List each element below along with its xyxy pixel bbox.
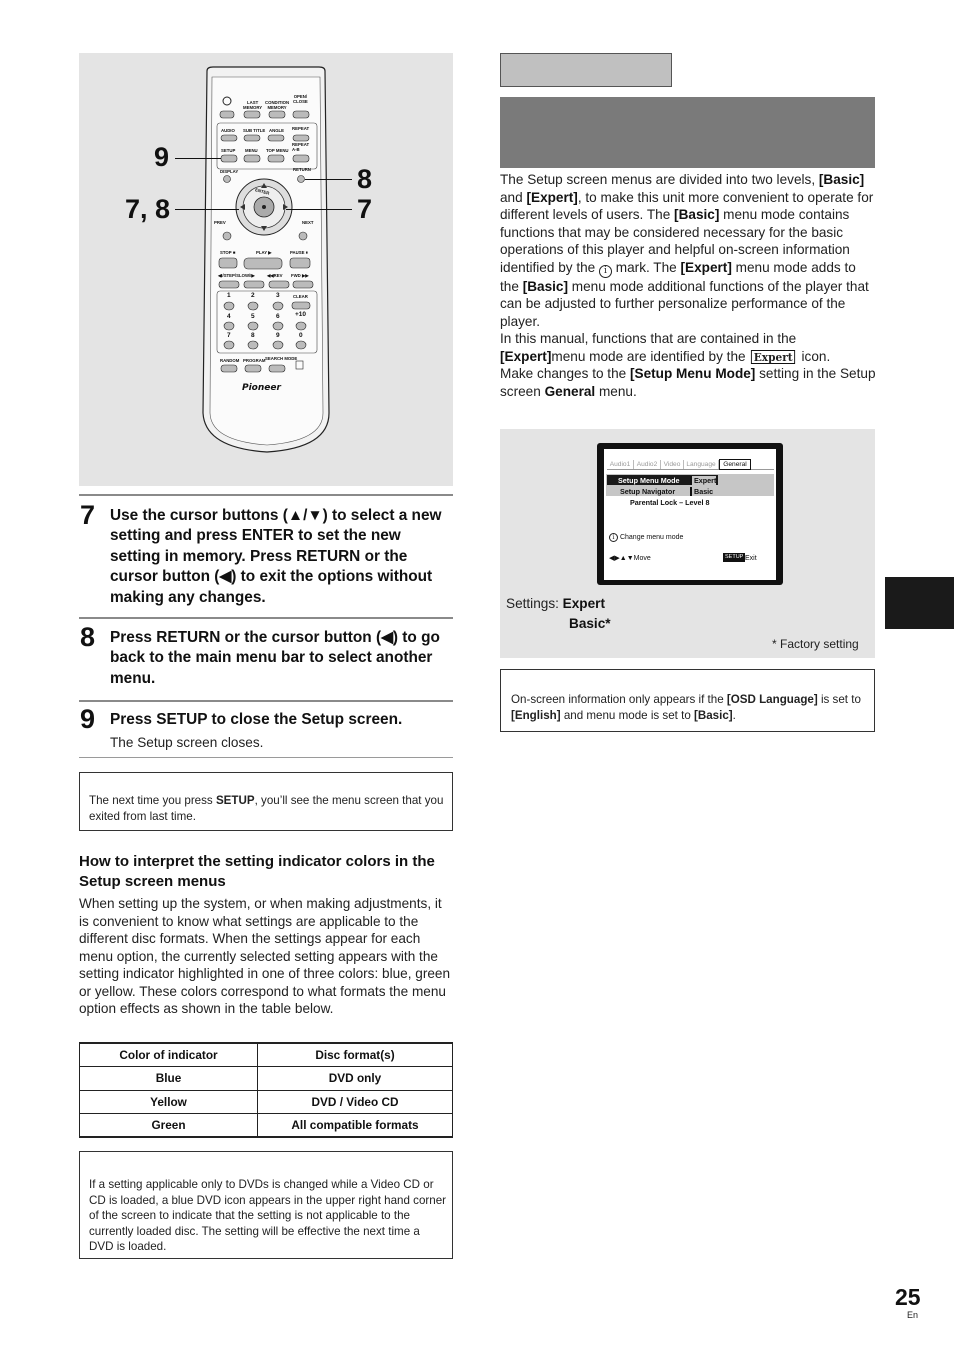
table-row (80, 1090, 453, 1114)
setup-screen (604, 449, 776, 580)
table-header: Color of indicator (80, 1043, 258, 1067)
rev-label: ◀◀REV (267, 273, 283, 278)
pioneer-logo: Pioneer (242, 383, 281, 393)
plus10-label: +10 (295, 311, 307, 318)
callout-line-8 (305, 179, 352, 180)
digit-8: 8 (251, 332, 255, 339)
digit-9: 9 (276, 332, 280, 339)
section-tab (500, 53, 672, 87)
callout-line-7 (286, 209, 352, 210)
title-bar (500, 97, 875, 168)
exit-hint: Exit (745, 555, 757, 562)
top-menu-label: TOP MENU (266, 148, 289, 153)
fwd-label: FWD ▶▶ (291, 273, 309, 278)
next-label: NEXT (302, 220, 314, 225)
step-9-text: Press SETUP to close the Setup screen. (110, 711, 403, 728)
table-cell: All compatible formats (258, 1114, 453, 1138)
divider (79, 757, 453, 758)
audio-label: AUDIO (221, 128, 235, 133)
setup-label: SETUP (221, 148, 236, 153)
digit-6: 6 (276, 313, 280, 320)
program-label: PROGRAM (243, 358, 266, 363)
section-heading-indicator-colors: How to interpret the setting indicator colors in the Setup screen menus (79, 853, 435, 891)
menu-value-expert[interactable]: Expert (690, 476, 716, 485)
digit-1: 1 (227, 292, 231, 299)
condition-memory-label: CONDITION MEMORY (265, 100, 290, 110)
digit-2: 2 (251, 292, 255, 299)
digit-0: 0 (299, 332, 303, 339)
callout-line-9 (175, 158, 221, 159)
open-close-label: OPEN/ CLOSE (293, 94, 308, 104)
tab-general[interactable]: General (719, 459, 751, 470)
play-label: PLAY ▶ (256, 250, 272, 255)
step-8-number: 8 (80, 622, 96, 652)
info-icon: i (609, 533, 618, 542)
menu-label: MENU (245, 148, 258, 153)
settings-basic: Basic* (569, 616, 611, 631)
digit-5: 5 (251, 313, 255, 320)
table-cell: Yellow (80, 1090, 258, 1114)
clear-label: CLEAR (293, 294, 308, 299)
indicator-color-table (79, 1042, 453, 1138)
tab-bar (607, 460, 774, 470)
expert-badge-icon: Expert (751, 350, 795, 364)
callout-line-7-8 (175, 209, 239, 210)
stop-label: STOP ■ (220, 250, 236, 255)
return-label: RETURN (293, 167, 311, 172)
repeat-ab-label: REPEAT A-B (292, 142, 310, 152)
step-slow-label: ◀I/STEP/SLOW/I▶ (218, 273, 255, 278)
menu-mode-intro: The Setup screen menus are divided into two levels, [Basic] and [Expert], to make this unit more convenient to operate for different levels of users. The [Basic] menu mode contains functions that may be considered necessary for the basic operations of this player and helpful on-screen information identified by the i mark. The [Expert] menu mode adds to the [Basic] menu mode additional functions of the player that can be adjusted to further personalize performance of the player. In this manual, functions that are contained in the [Expert]menu mode are identified by the Expert icon. Make changes to the [Setup Menu Mode] setting in the Setup screen General menu. (500, 172, 876, 399)
table-header: Disc format(s) (258, 1043, 453, 1067)
digit-4: 4 (227, 313, 231, 320)
random-label: RANDOM (220, 358, 240, 363)
page-language: En (907, 1310, 919, 1320)
factory-setting-note: * Factory setting (772, 637, 859, 651)
note-osd-text: On-screen information only appears if the [OSD Language] is set to [English] and menu mode is set to [Basic]. (511, 693, 861, 722)
digit-3: 3 (276, 292, 280, 299)
remote-illustration-panel (79, 53, 453, 486)
callout-8: 8 (357, 164, 373, 194)
divider (79, 617, 453, 619)
chapter-side-tab (885, 577, 954, 629)
setup-key-icon: SETUP (725, 554, 744, 560)
info-icon: i (599, 265, 612, 278)
enter-label: ENTER (254, 187, 270, 196)
repeat-label: REPEAT (292, 126, 310, 131)
table-cell: Blue (80, 1067, 258, 1091)
indicator-colors-body: When setting up the system, or when making adjustments, it is convenient to know what settings are applicable to the different disc formats. When the settings appear for each menu option, the currently selected setting appears with the setting indicator highlighted in one of three colors: blue, green or yellow. These colors correspond to what formats the menu option effects as shown in the table below. (79, 896, 451, 1016)
step-7-text: Use the cursor buttons (▲/▼) to select a new setting and press ENTER to set the new setting in memory. Press RETURN or the cursor button (◀) to exit the options without making any changes. (110, 507, 442, 606)
subtitle-label: SUB TITLE (243, 128, 266, 133)
table-row (80, 1067, 453, 1091)
table-cell: DVD / Video CD (258, 1090, 453, 1114)
prev-label: PREV (214, 220, 226, 225)
menu-item-setup-menu-mode[interactable]: Setup Menu Mode (618, 476, 680, 485)
note-dvd-icon-text: If a setting applicable only to DVDs is changed while a Video CD or CD is loaded, a blue DVD icon appears in the upper right hand corner of the screen to indicate that the setting is not applicable to the currently loaded disc. The setting will be effective the next time a DVD is loaded. (89, 1178, 447, 1253)
callout-9: 9 (154, 142, 170, 172)
step-9-number: 9 (80, 704, 96, 734)
digit-7: 7 (227, 332, 231, 339)
divider (79, 494, 453, 496)
table-row (80, 1114, 453, 1138)
table-cell: DVD only (258, 1067, 453, 1091)
last-memory-label: LAST MEMORY (243, 100, 263, 110)
menu-item-setup-navigator[interactable]: Setup Navigator (620, 487, 676, 496)
tab-video[interactable]: Video (661, 460, 684, 469)
step-9-subtext: The Setup screen closes. (110, 735, 264, 750)
menu-item-parental-lock[interactable]: Parental Lock – Level 8 (630, 498, 710, 507)
remote-labels (79, 53, 453, 486)
note-setup-text: The next time you press SETUP, you’ll see the menu screen that you exited from last time. (89, 794, 444, 823)
divider (79, 700, 453, 702)
angle-label: ANGLE (269, 128, 285, 133)
settings-label: Settings: Expert (506, 596, 605, 611)
callout-7-8: 7, 8 (125, 194, 171, 224)
display-label: DISPLAY (220, 169, 239, 174)
search-mode-label: SEARCH MODE (265, 356, 298, 361)
table-cell: Green (80, 1114, 258, 1138)
menu-value-basic[interactable]: Basic (690, 487, 713, 496)
step-7-number: 7 (80, 500, 96, 530)
tab-audio2[interactable]: Audio2 (634, 460, 661, 469)
page-number: 25 (895, 1284, 921, 1310)
table-header-row (80, 1043, 453, 1067)
pause-label: PAUSE ⏸ (290, 250, 308, 255)
step-8-text: Press RETURN or the cursor button (◀) to go back to the main menu bar to select another menu. (110, 629, 440, 687)
move-hint: ◀▶▲▼Move (609, 555, 651, 562)
tab-language[interactable]: Language (684, 460, 719, 469)
info-line: i Change menu mode (609, 533, 683, 542)
callout-7: 7 (357, 194, 373, 224)
tab-audio1[interactable]: Audio1 (607, 460, 634, 469)
